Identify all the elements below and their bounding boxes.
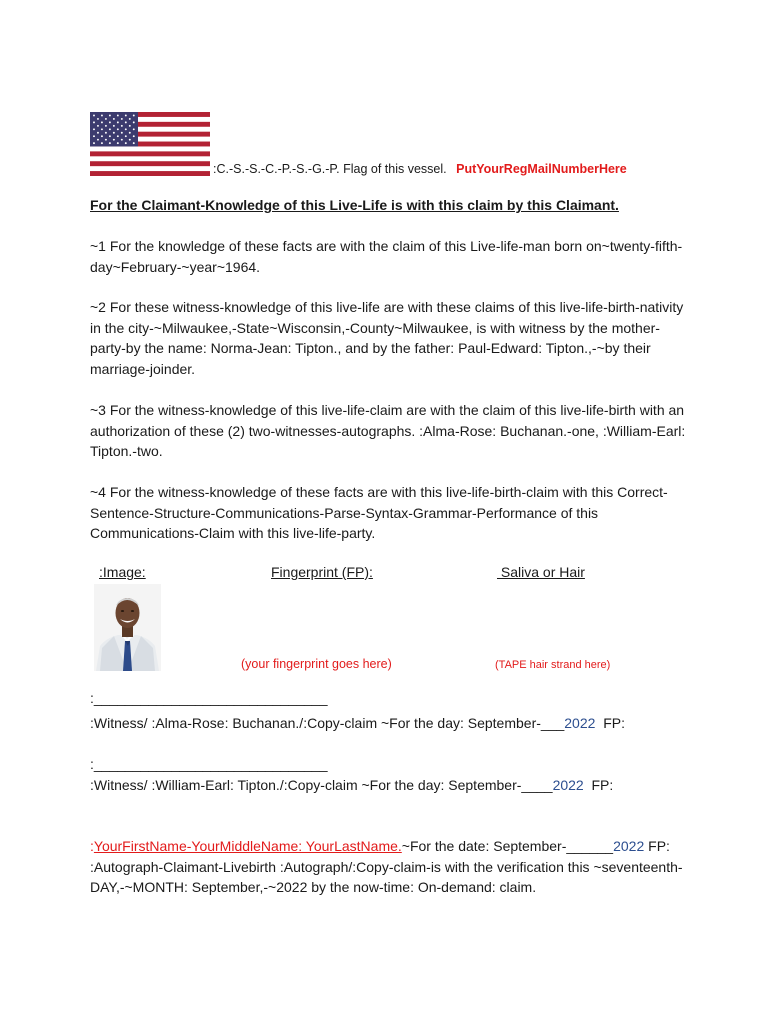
witness2-line [90,775,613,795]
reg-mail-placeholder: PutYourRegMailNumberHere [456,162,627,176]
vessel-header [213,162,627,176]
paragraph-4: ~4 For the witness-knowledge of these facts are with this live-life-birth-claim with this Correct-Sentence-Structure-Communications-Parse-Syntax-Grammar-Performance of this Communications-Claim with this live-life-party. [90,484,668,542]
witness2-signature-line: :______________________________ [90,756,328,772]
claimant-block [90,836,690,898]
claimant-year: 2022 [613,838,645,854]
witness1-year: 2022 [564,715,596,731]
claimant-name-placeholder: YourFirstName-YourMiddleName: YourLastName. [93,838,402,854]
image-label: :Image: [99,564,146,580]
paragraph-1: ~1 For the knowledge of these facts are with the claim of this Live-life-man born on~twenty-fifth-day~February-~year~1964. [90,238,683,275]
portrait-photo [94,584,161,671]
saliva-hair-label: Saliva or Hair [497,564,585,580]
paragraph-3: ~3 For the witness-knowledge of this live-life-claim are with the claim of this live-life-birth with an authorization of these (2) two-witnesses-autographs. :Alma-Rose: Buchanan.-one, :William-Earl: Tipton.-two. [90,402,686,460]
fingerprint-placeholder: (your fingerprint goes here) [241,657,392,671]
witness1-signature-line: :______________________________ [90,690,328,706]
witness1-text: :Witness/ :Alma-Rose: Buchanan./:Copy-claim ~For the day: September-___ [90,715,565,731]
claimant-autograph-text: :Autograph-Claimant-Livebirth :Autograph/:Copy-claim-is with the verification this ~seventeenth-DAY,-~MONTH: September,-~2022 by the now-time: On-demand: claim. [90,858,683,896]
witness1-line [90,713,625,733]
witness2-fp: FP: [583,777,614,793]
fingerprint-label: Fingerprint (FP): [271,564,373,580]
claimant-fp: FP: [644,838,670,854]
paragraph-2: ~2 For these witness-knowledge of this live-life are with these claims of this live-life-birth-nativity in the city-~Milwaukee,-State~Wisconsin,-County~Milwaukee, is with witness by the mother-party-by the name: Norma-Jean: Tipton., and by the father: Paul-Edward: Tipton.,-~by their marriage-joinder. [90,299,684,377]
witness2-text: :Witness/ :William-Earl: Tipton./:Copy-claim ~For the day: September-____ [90,777,553,793]
claimant-prefix: : [90,838,94,854]
witness2-year: 2022 [552,777,584,793]
us-flag-icon [90,112,210,176]
claimant-date-text: ~For the date: September-______ [401,838,614,854]
hair-strand-placeholder: (TAPE hair strand here) [495,659,611,671]
claim-title: For the Claimant-Knowledge of this Live-Life is with this claim by this Claimant. [90,197,619,213]
witness1-fp: FP: [595,715,625,731]
vessel-text: :C.-S.-S.-C.-P.-S.-G.-P. Flag of this vessel. [213,162,447,176]
